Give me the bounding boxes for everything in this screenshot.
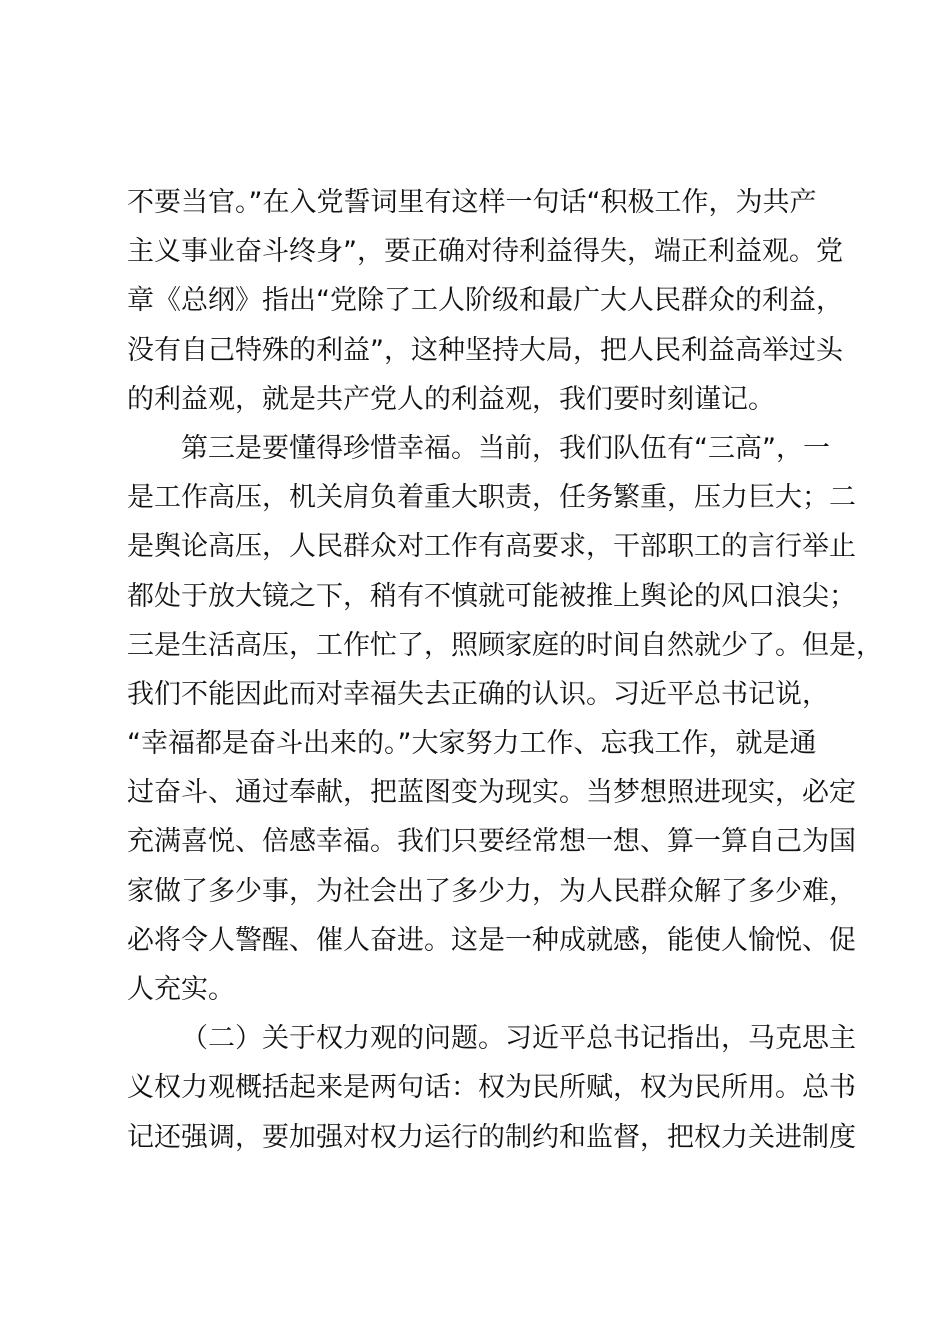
text-line: 没有自己特殊的利益”，这种坚持大局，把人民利益高举过头 [127, 334, 843, 366]
paragraph-start-line: 第三是要懂得珍惜幸福。当前，我们队伍有“三高”，一 [181, 432, 830, 464]
text-line: 的利益观，就是共产党人的利益观，我们要时刻谨记。 [127, 383, 775, 415]
text-line: 过奋斗、通过奉献，把蓝图变为现实。当梦想照进现实，必定 [127, 777, 856, 809]
text-line: 三是生活高压，工作忙了，照顾家庭的时间自然就少了。但是， [127, 629, 883, 661]
text-line: 是舆论高压，人民群众对工作有高要求，干部职工的言行举止 [127, 531, 856, 563]
body-text [127, 178, 883, 1162]
text-line: 必将令人警醒、催人奋进。这是一种成就感，能使人愉悦、促 [127, 924, 856, 956]
text-line: 都处于放大镜之下，稍有不慎就可能被推上舆论的风口浪尖； [127, 580, 856, 612]
text-line: “幸福都是奋斗出来的。”大家努力工作、忘我工作，就是通 [127, 728, 817, 760]
text-line: 记还强调，要加强对权力运行的制约和监督，把权力关进制度 [127, 1121, 856, 1153]
text-line: 章《总纲》指出“党除了工人阶级和最广大人民群众的利益， [127, 285, 843, 317]
text-line: 家做了多少事，为社会出了多少力，为人民群众解了多少难， [127, 875, 856, 907]
text-line: 充满喜悦、倍感幸福。我们只要经常想一想、算一算自己为国 [127, 826, 856, 858]
text-line: 是工作高压，机关肩负着重大职责，任务繁重，压力巨大；二 [127, 482, 856, 514]
text-line: 义权力观概括起来是两句话：权为民所赋，权为民所用。总书 [127, 1072, 856, 1104]
text-line: 主义事业奋斗终身”，要正确对待利益得失，端正利益观。党 [127, 236, 843, 268]
section-heading-line: （二）关于权力观的问题。习近平总书记指出，马克思主 [181, 1023, 856, 1055]
text-line: 不要当官。”在入党誓词里有这样一句话“积极工作，为共产 [127, 187, 817, 218]
text-line: 我们不能因此而对幸福失去正确的认识。习近平总书记说， [127, 678, 829, 710]
text-line: 人充实。 [127, 974, 235, 1005]
